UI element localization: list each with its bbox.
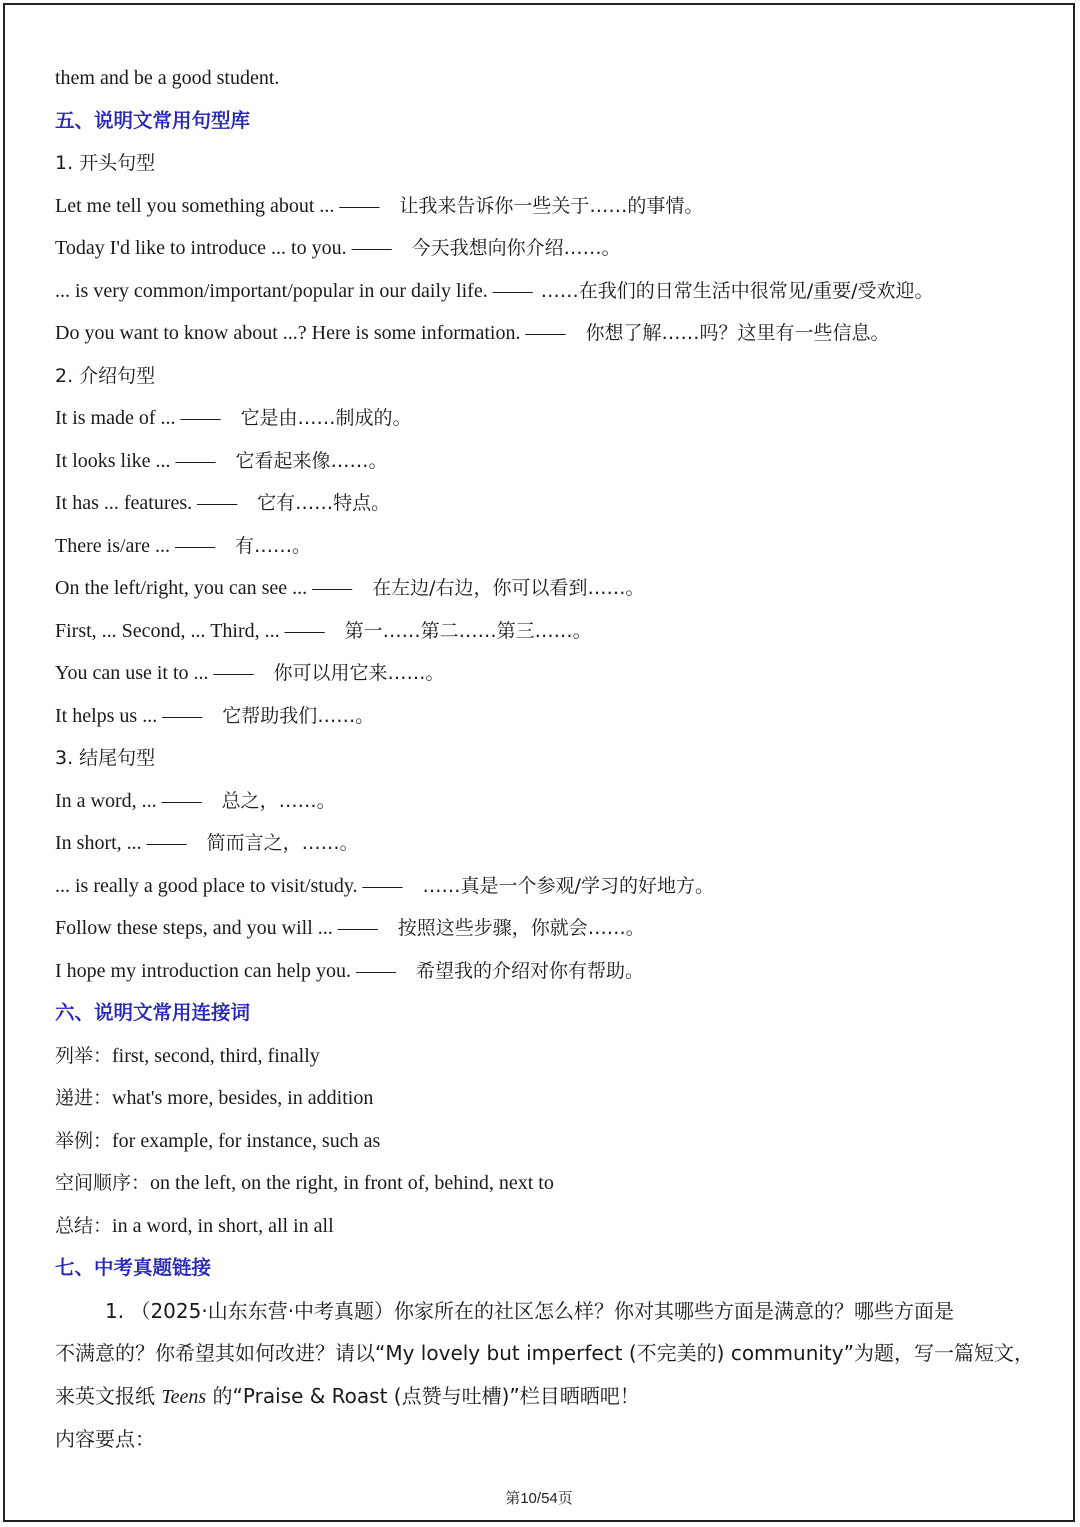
sentence-item — [55, 950, 1045, 993]
sentence-en: Do you want to know about ...? Here is some information. —— — [55, 322, 566, 344]
connective-item — [55, 1162, 1045, 1205]
section6-heading: 六、说明文常用连接词 — [55, 1001, 251, 1024]
connective-words: on the left, on the right, in front of, behind, next to — [150, 1172, 554, 1194]
question-text: 来英文报纸 — [55, 1383, 162, 1408]
sentence-item — [55, 482, 1045, 525]
section5-heading: 五、说明文常用句型库 — [55, 108, 251, 132]
question-line-2: 不满意的？你希望其如何改进？请以“My lovely but imperfect (不完美的) community”为题，写一篇短文， — [55, 1341, 1034, 1365]
sentence-en: On the left/right, you can see ... —— — [55, 577, 353, 599]
sentence-item — [55, 227, 1045, 270]
ending-list — [55, 780, 1045, 993]
ending-title: 3. 结尾句型 — [55, 747, 156, 769]
sentence-zh: 它看起来像……。 — [235, 449, 388, 472]
connective-item — [55, 1120, 1045, 1163]
sentence-item — [55, 695, 1045, 738]
connective-item — [55, 1205, 1045, 1248]
connective-label: 总结： — [55, 1214, 113, 1237]
sentence-item — [55, 525, 1045, 568]
sentence-en: It is made of ... —— — [55, 407, 221, 429]
opening-title: 1. 开头句型 — [55, 152, 156, 174]
connectives-list — [55, 1035, 1045, 1248]
connective-words: first, second, third, finally — [112, 1044, 320, 1067]
page-number: 第10/54页 — [505, 1490, 573, 1507]
sentence-zh: 它有……特点。 — [257, 492, 391, 514]
sentence-zh: 有……。 — [234, 534, 311, 557]
sentence-en: First, ... Second, ... Third, ... —— — [55, 619, 325, 642]
section7-heading: 七、中考真题链接 — [55, 1256, 212, 1279]
sentence-item — [55, 780, 1045, 823]
connective-item — [55, 1035, 1045, 1078]
sentence-item — [55, 397, 1045, 440]
question-line-3 — [55, 1375, 1045, 1419]
connective-item — [55, 1077, 1045, 1120]
sentence-item — [55, 270, 1045, 313]
connective-label: 空间顺序： — [55, 1172, 151, 1194]
connective-words: for example, for instance, such as — [112, 1129, 381, 1152]
sentence-item — [55, 567, 1045, 610]
points-label: 内容要点： — [55, 1427, 155, 1451]
question-line-1: 1. （2025·山东东营·中考真题）你家所在的社区怎么样？你对其哪些方面是满意的？哪些方面是 — [105, 1298, 955, 1323]
sentence-item — [55, 907, 1045, 950]
page-content — [55, 57, 1045, 1461]
connective-words: what's more, besides, in addition — [112, 1087, 374, 1109]
sentence-en: It has ... features. —— — [55, 492, 238, 514]
sentence-en: It looks like ... —— — [55, 449, 216, 472]
sentence-en: ... is really a good place to visit/study. —— — [55, 874, 403, 897]
connective-label: 列举： — [55, 1044, 113, 1067]
intro-title: 2. 介绍句型 — [55, 364, 156, 387]
sentence-item — [55, 865, 1045, 908]
sentence-zh: 它帮助我们……。 — [222, 704, 375, 727]
sentence-en: In a word, ... —— — [55, 789, 202, 812]
sentence-item — [55, 440, 1045, 483]
sentence-en: ... is very common/important/popular in our daily life. —— — [55, 279, 533, 302]
sentence-zh: 今天我想向你介绍……。 — [411, 237, 621, 259]
sentence-en: It helps us ... —— — [55, 704, 203, 727]
sentence-zh: 在左边/右边，你可以看到……。 — [372, 577, 645, 599]
sentence-en: I hope my introduction can help you. —— — [55, 959, 397, 982]
sentence-en: Let me tell you something about ... —— — [55, 194, 380, 217]
sentence-en: In short, ... —— — [55, 832, 187, 854]
sentence-zh: 按照这些步骤，你就会……。 — [397, 917, 645, 939]
sentence-item — [55, 822, 1045, 865]
sentence-zh: 你可以用它来……。 — [273, 662, 445, 684]
document-page — [3, 3, 1075, 1522]
sentence-item — [55, 312, 1045, 355]
sentence-zh: 它是由……制成的。 — [240, 407, 412, 429]
newspaper-name: Teens — [161, 1385, 207, 1408]
sentence-en: You can use it to ... —— — [55, 662, 254, 684]
sentence-zh: ……真是一个参观/学习的好地方。 — [422, 874, 714, 897]
sentence-item — [55, 652, 1045, 695]
opening-list — [55, 185, 1045, 355]
sentence-zh: 让我来告诉你一些关于……的事情。 — [399, 194, 704, 217]
intro-line: them and be a good student. — [55, 67, 280, 89]
intro-list — [55, 397, 1045, 737]
connective-label: 举例： — [55, 1129, 113, 1152]
sentence-zh: ……在我们的日常生活中很常见/重要/受欢迎。 — [540, 279, 934, 302]
sentence-zh: 总之，……。 — [221, 789, 336, 812]
sentence-item — [55, 610, 1045, 653]
sentence-zh: 希望我的介绍对你有帮助。 — [416, 959, 645, 982]
sentence-en: There is/are ... —— — [55, 534, 215, 557]
question-text: 的“Praise & Roast (点赞与吐槽)”栏目晒晒吧！ — [206, 1383, 640, 1408]
sentence-zh: 第一……第二……第三……。 — [344, 619, 592, 642]
sentence-en: Follow these steps, and you will ... —— — [55, 917, 378, 939]
connective-label: 递进： — [55, 1087, 113, 1109]
sentence-item — [55, 185, 1045, 228]
connective-words: in a word, in short, all in all — [112, 1214, 334, 1237]
sentence-zh: 简而言之，……。 — [206, 832, 359, 854]
sentence-zh: 你想了解……吗？这里有一些信息。 — [585, 322, 890, 344]
sentence-en: Today I'd like to introduce ... to you. —— — [55, 237, 392, 259]
